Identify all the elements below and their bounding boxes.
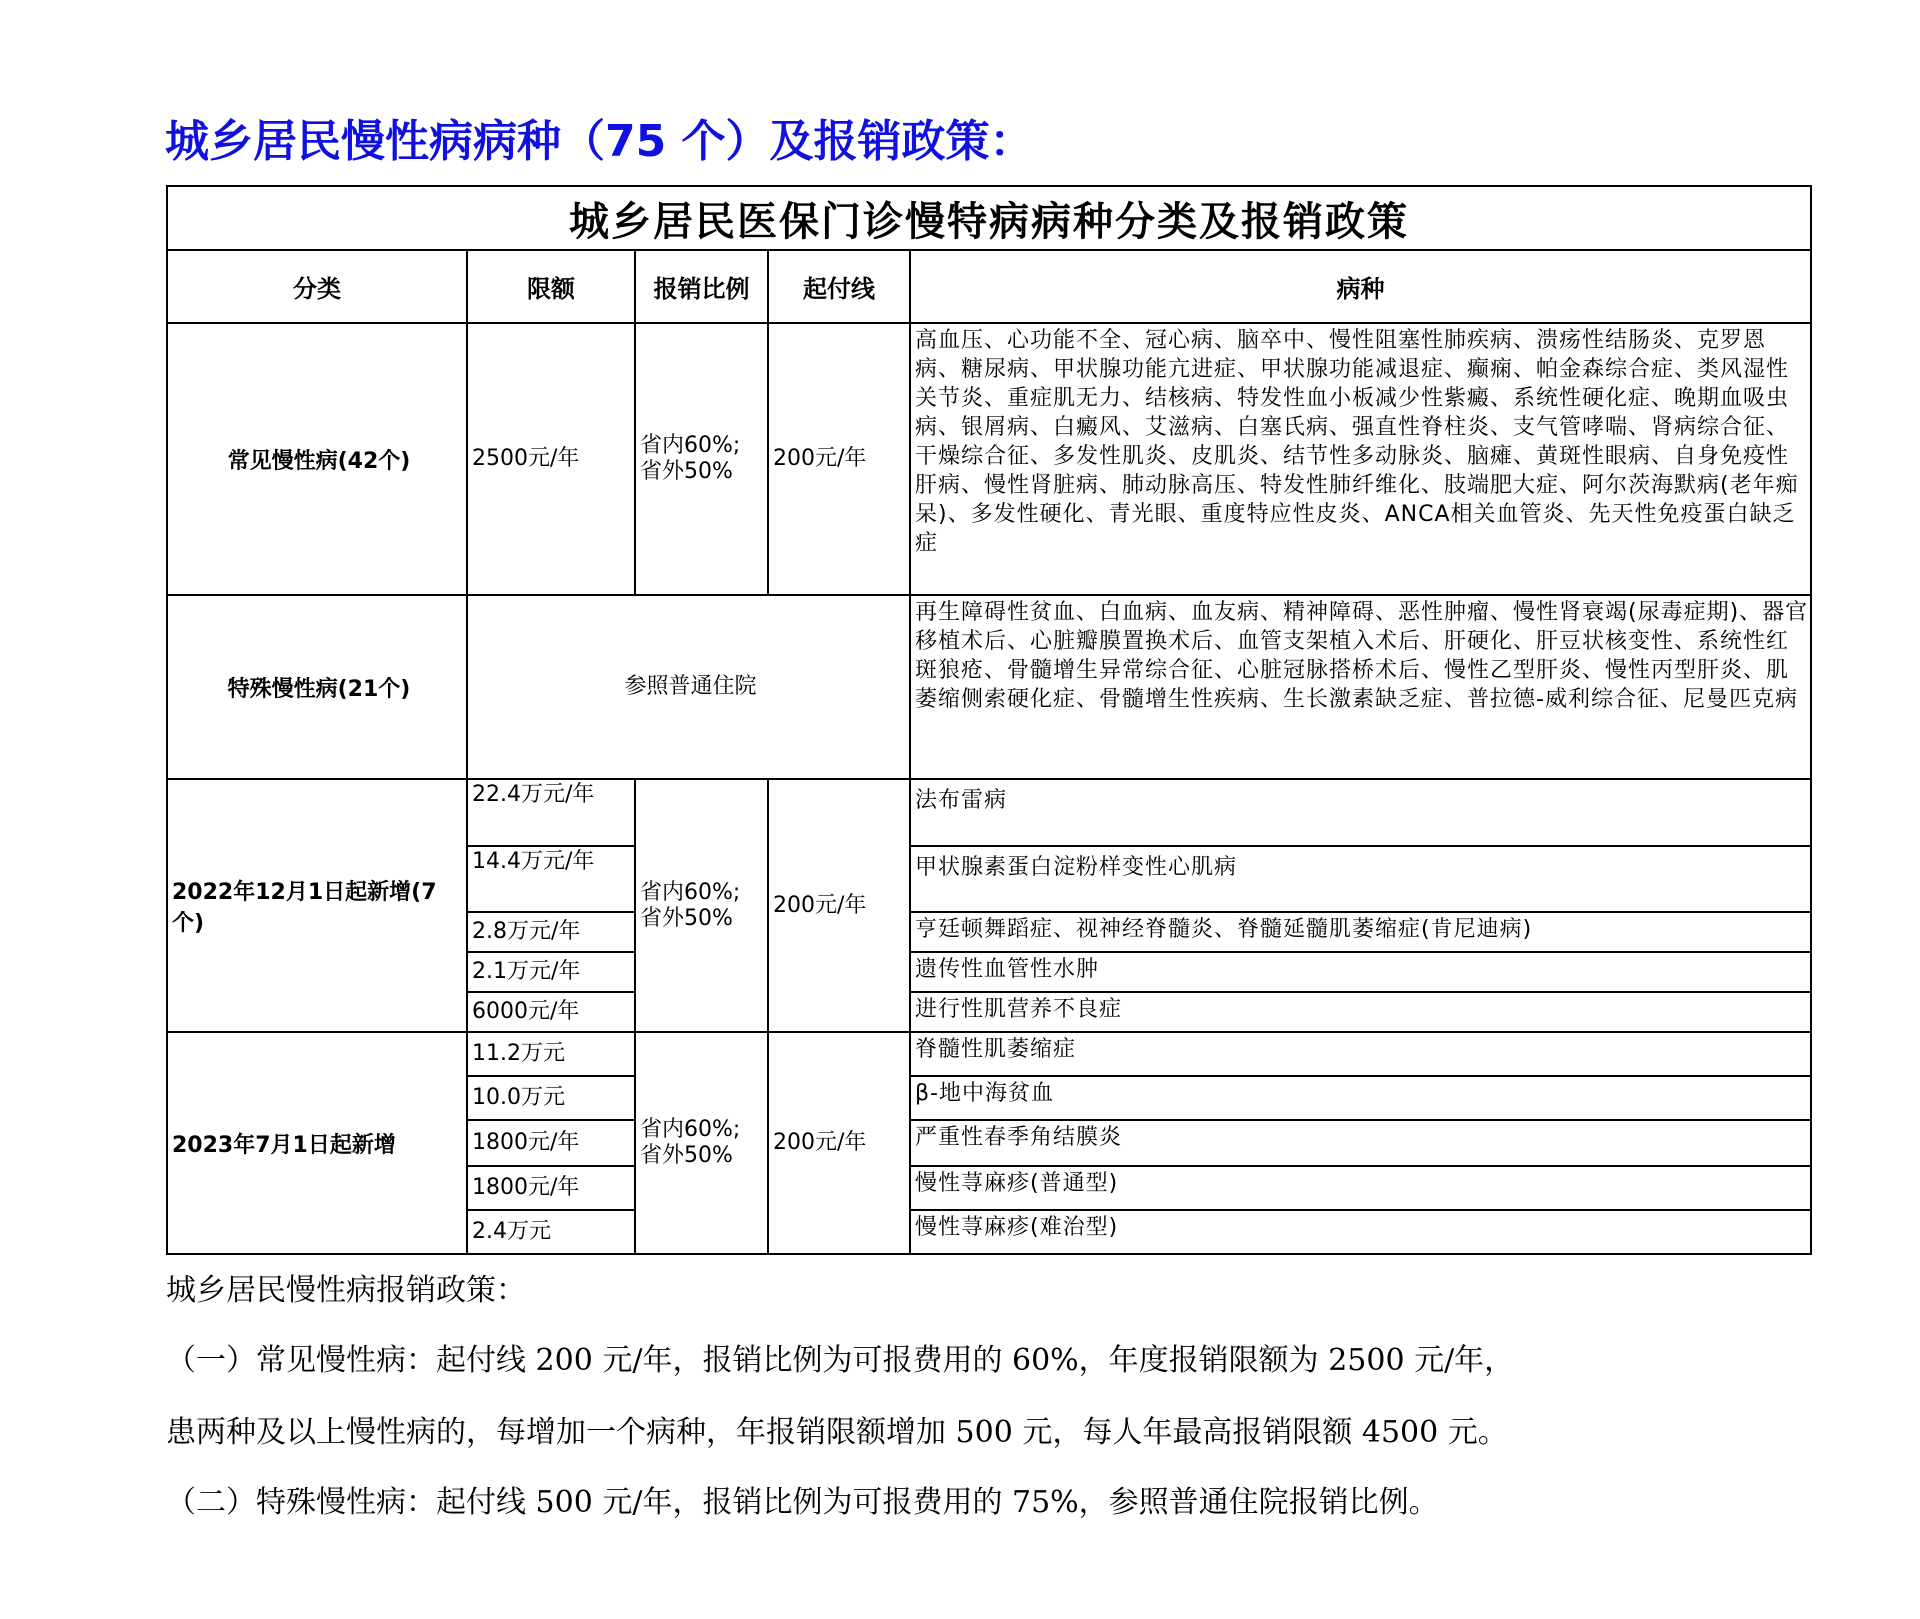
category-2022: 2022年12月1日起新增(7个) <box>167 779 467 1032</box>
deductible-common: 200元/年 <box>768 323 910 595</box>
policy-table <box>166 185 1812 1255</box>
limit-2022-0: 22.4万元/年 <box>467 779 635 846</box>
page-heading: 城乡居民慢性病病种（75 个）及报销政策： <box>165 116 1034 167</box>
table-row <box>167 779 1811 846</box>
ratio-common: 省内60%; 省外50% <box>635 323 768 595</box>
header-ratio: 报销比例 <box>635 250 768 323</box>
diseases-special: 再生障碍性贫血、白血病、血友病、精神障碍、恶性肿瘤、慢性肾衰竭(尿毒症期)、器官移植术后、心脏瓣膜置换术后、血管支架植入术后、肝硬化、肝豆状核变性、系统性红斑狼疮、骨髓增生异常综合征、心脏冠脉搭桥术后、慢性乙型肝炎、慢性丙型肝炎、肌萎缩侧索硬化症、骨髓增生性疾病、生长激素缺乏症、普拉德-威利综合征、尼曼匹克病 <box>910 595 1811 779</box>
disease-2023-3: 慢性荨麻疹(普通型) <box>910 1166 1811 1210</box>
limit-2023-3: 1800元/年 <box>467 1166 635 1210</box>
diseases-common: 高血压、心功能不全、冠心病、脑卒中、慢性阻塞性肺疾病、溃疡性结肠炎、克罗恩病、糖尿病、甲状腺功能亢进症、甲状腺功能减退症、癫痫、帕金森综合症、类风湿性关节炎、重症肌无力、结核病、特发性血小板减少性紫癜、系统性硬化症、晚期血吸虫病、银屑病、白癜风、艾滋病、白塞氏病、强直性脊柱炎、支气管哮喘、肾病综合征、干燥综合征、多发性肌炎、皮肌炎、结节性多动脉炎、脑瘫、黄斑性眼病、自身免疫性肝病、慢性肾脏病、肺动脉高压、特发性肺纤维化、肢端肥大症、阿尔茨海默病(老年痴呆)、多发性硬化、青光眼、重度特应性皮炎、ANCA相关血管炎、先天性免疫蛋白缺乏症 <box>910 323 1811 595</box>
disease-2022-2: 亨廷顿舞蹈症、视神经脊髓炎、脊髓延髓肌萎缩症(肯尼迪病) <box>910 912 1811 952</box>
category-special: 特殊慢性病(21个) <box>167 595 467 779</box>
limit-2023-4: 2.4万元 <box>467 1210 635 1254</box>
limit-2023-0: 11.2万元 <box>467 1032 635 1076</box>
disease-2022-4: 进行性肌营养不良症 <box>910 992 1811 1032</box>
disease-2023-1: β-地中海贫血 <box>910 1076 1811 1120</box>
ratio-2022: 省内60%; 省外50% <box>635 779 768 1032</box>
disease-2023-0: 脊髓性肌萎缩症 <box>910 1032 1811 1076</box>
ratio-2023: 省内60%; 省外50% <box>635 1032 768 1254</box>
table-row-common <box>167 323 1811 595</box>
limit-2022-4: 6000元/年 <box>467 992 635 1032</box>
header-limit: 限额 <box>467 250 635 323</box>
limit-common: 2500元/年 <box>467 323 635 595</box>
limit-2022-1: 14.4万元/年 <box>467 846 635 912</box>
disease-2022-1: 甲状腺素蛋白淀粉样变性心肌病 <box>910 846 1811 912</box>
limit-2023-1: 10.0万元 <box>467 1076 635 1120</box>
table-caption: 城乡居民医保门诊慢特病病种分类及报销政策 <box>167 186 1811 250</box>
table-header-row <box>167 250 1811 323</box>
limit-2023-2: 1800元/年 <box>467 1120 635 1166</box>
category-2023: 2023年7月1日起新增 <box>167 1032 467 1254</box>
notes-line-3: （二）特殊慢性病：起付线 500 元/年，报销比例为可报费用的 75%，参照普通住院报销比例。 <box>166 1485 1439 1520</box>
deductible-2022: 200元/年 <box>768 779 910 1032</box>
notes-line-1: （一）常见慢性病：起付线 200 元/年，报销比例为可报费用的 60%，年度报销限额为 2500 元/年， <box>166 1343 1515 1378</box>
reference-special: 参照普通住院 <box>467 595 910 779</box>
header-deductible: 起付线 <box>768 250 910 323</box>
disease-2022-0: 法布雷病 <box>910 779 1811 846</box>
disease-2022-3: 遗传性血管性水肿 <box>910 952 1811 992</box>
header-diseases: 病种 <box>910 250 1811 323</box>
limit-2022-3: 2.1万元/年 <box>467 952 635 992</box>
table-row-special <box>167 595 1811 779</box>
disease-2023-2: 严重性春季角结膜炎 <box>910 1120 1811 1166</box>
notes-line-2: 患两种及以上慢性病的，每增加一个病种，年报销限额增加 500 元，每人年最高报销限额 4500 元。 <box>166 1415 1508 1450</box>
deductible-2023: 200元/年 <box>768 1032 910 1254</box>
limit-2022-2: 2.8万元/年 <box>467 912 635 952</box>
table-row <box>167 1032 1811 1076</box>
disease-2023-4: 慢性荨麻疹(难治型) <box>910 1210 1811 1254</box>
header-category: 分类 <box>167 250 467 323</box>
category-common: 常见慢性病(42个) <box>167 323 467 595</box>
notes-title: 城乡居民慢性病报销政策： <box>166 1273 526 1308</box>
